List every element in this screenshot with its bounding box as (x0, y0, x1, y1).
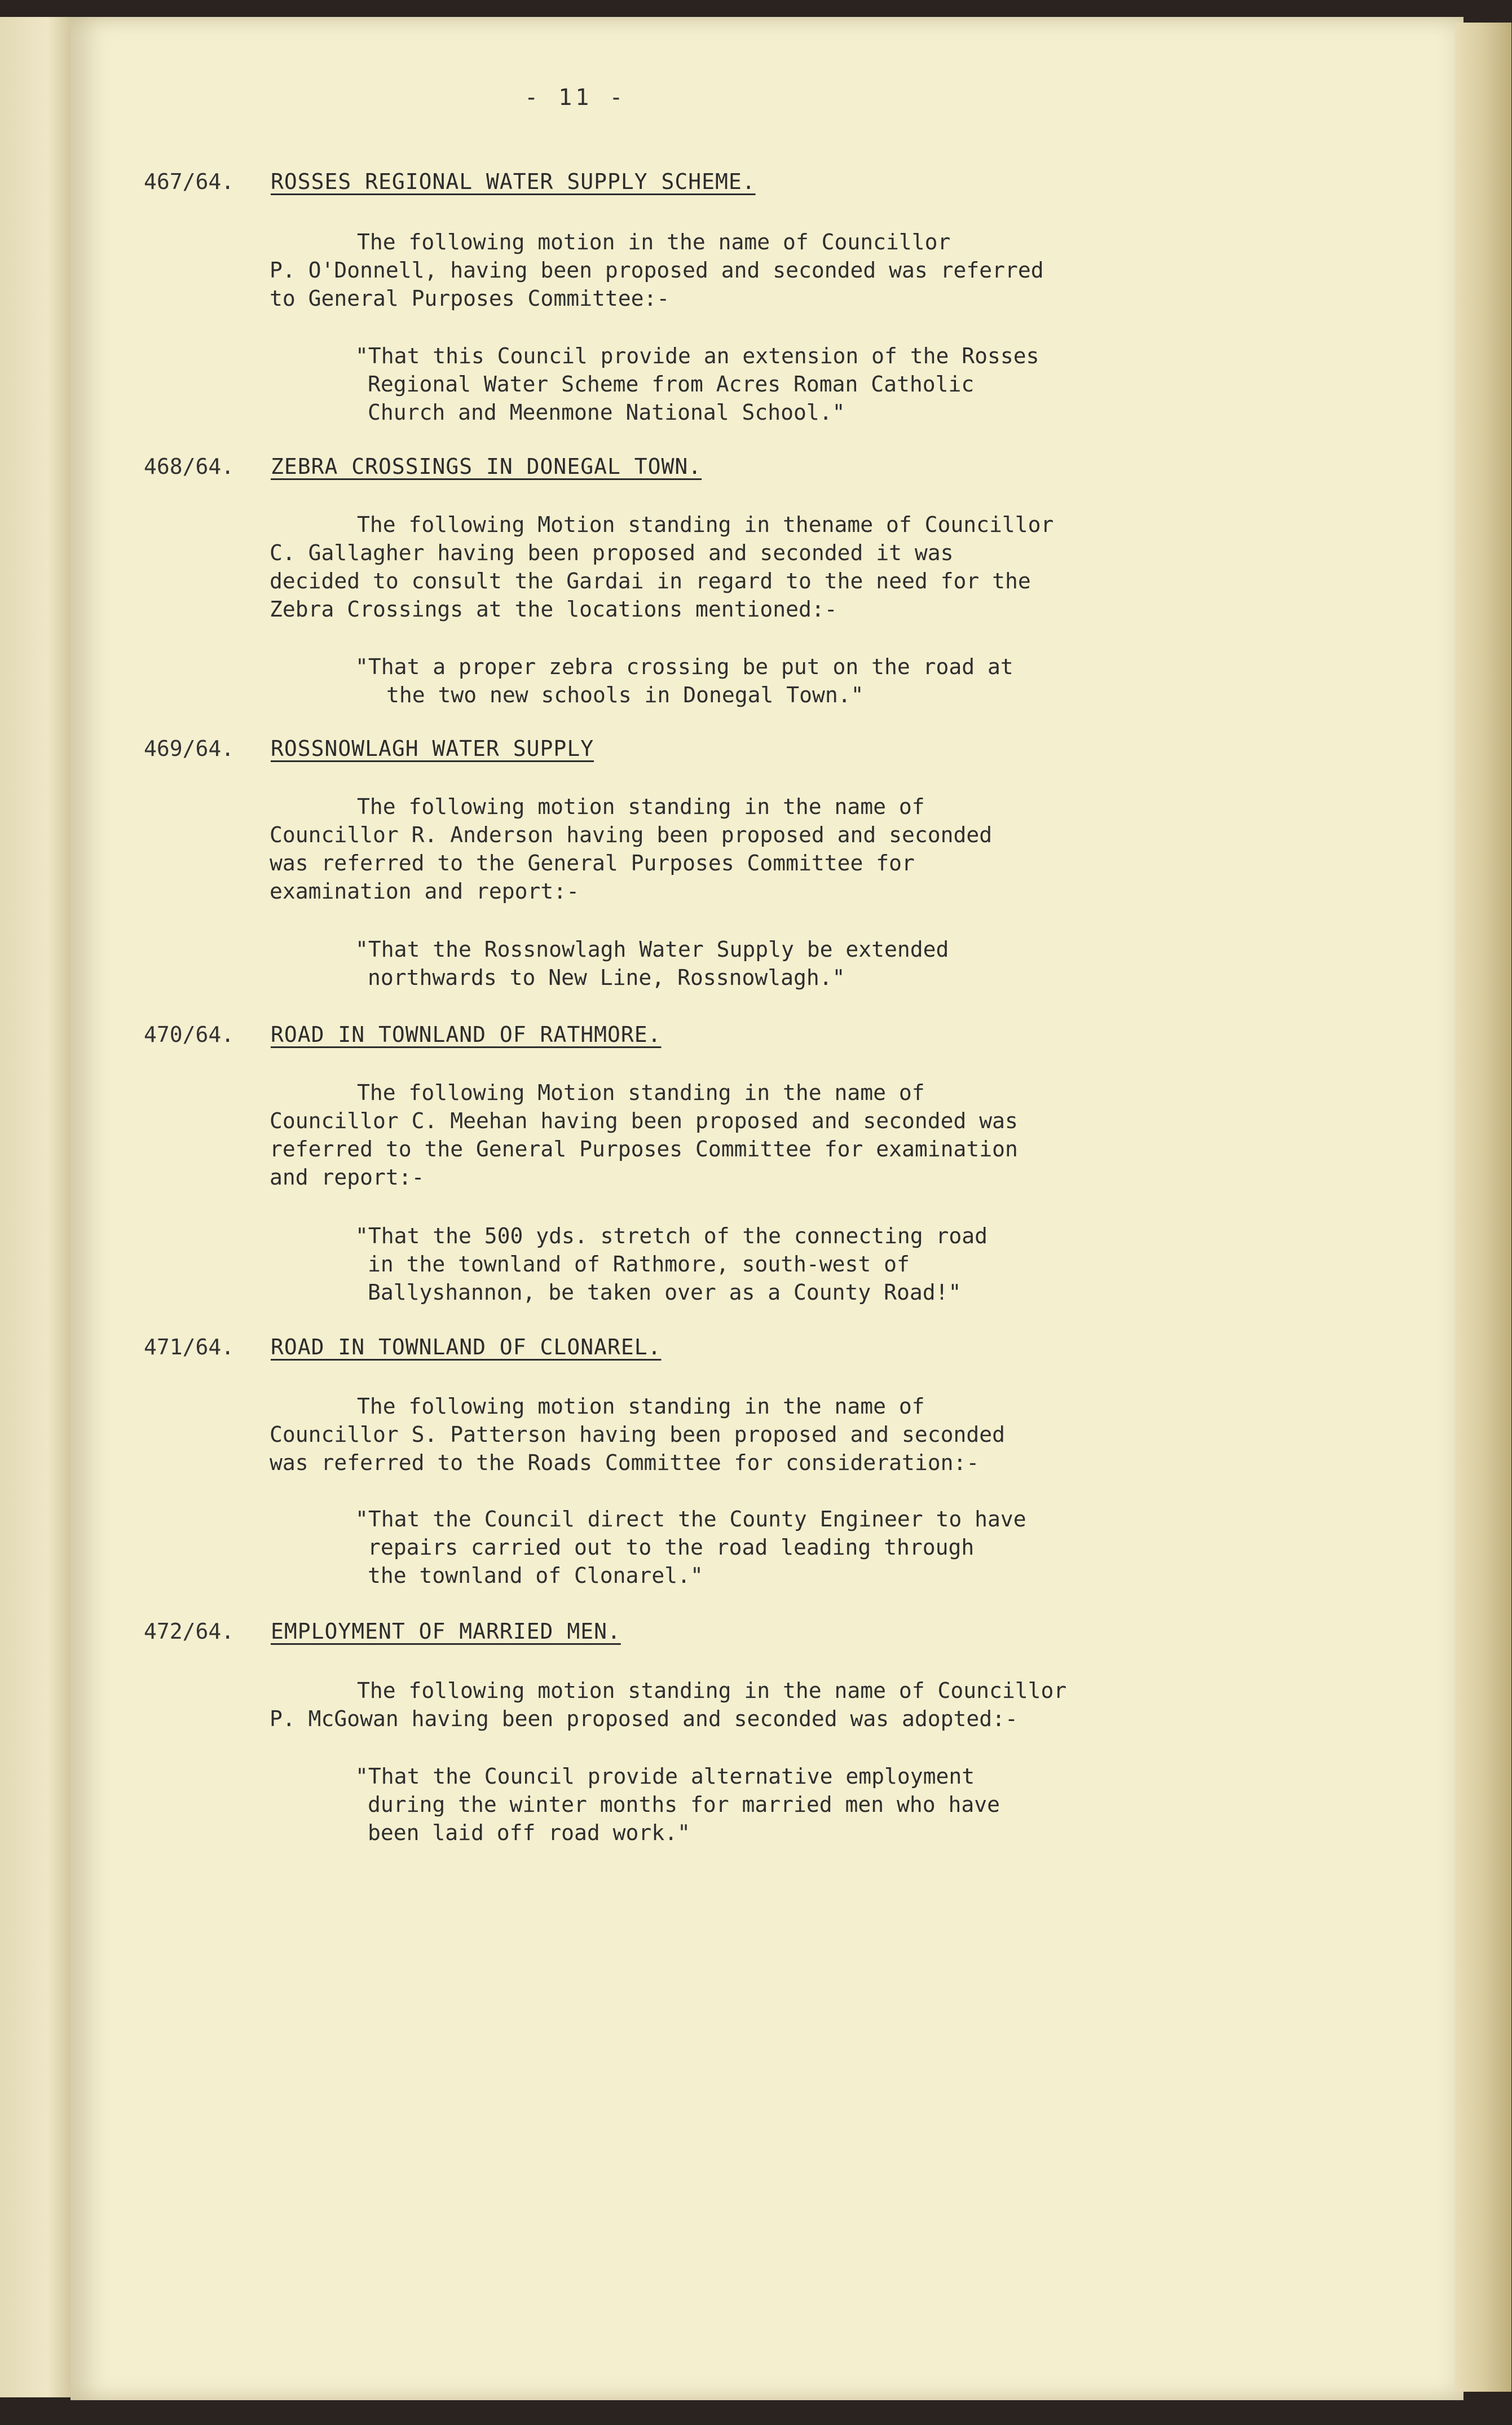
paragraph-line: P. McGowan having been proposed and seconded was adopted:- (270, 1706, 1018, 1731)
quote-line: the two new schools in Donegal Town." (386, 683, 864, 707)
paragraph-line: The following Motion standing in thename of Councillor (357, 512, 1054, 537)
minute-paragraph (270, 793, 1149, 905)
paragraph-line: Councillor R. Anderson having been proposed and seconded (270, 822, 993, 847)
quote-line: "That this Council provide an extension of the Rosses (355, 344, 1039, 368)
quote-line: "That the Council direct the County Engineer to have (355, 1507, 1026, 1531)
paragraph-line: and report:- (270, 1165, 425, 1190)
quote-line: been laid off road work." (368, 1820, 690, 1845)
quote-line: Regional Water Scheme from Acres Roman Catholic (368, 372, 975, 397)
minute-number: 471/64. (144, 1335, 235, 1359)
minute-heading: ROSSNOWLAGH WATER SUPPLY (271, 736, 594, 761)
minute-heading: EMPLOYMENT OF MARRIED MEN. (271, 1619, 621, 1644)
paragraph-line: examination and report:- (270, 879, 580, 904)
paragraph-line: The following Motion standing in the name of (357, 1080, 925, 1105)
paragraph-line: C. Gallagher having been proposed and seconded it was (270, 540, 954, 565)
motion-quote (355, 1762, 1145, 1847)
paragraph-line: was referred to the General Purposes Committee for (270, 851, 915, 875)
facing-page-edge (0, 17, 79, 2397)
motion-quote (355, 342, 1145, 426)
quote-line: "That the Rossnowlagh Water Supply be extended (355, 937, 949, 962)
motion-quote (355, 935, 1145, 992)
quote-line: Ballyshannon, be taken over as a County Road!" (368, 1280, 962, 1305)
minute-heading: ROSSES REGIONAL WATER SUPPLY SCHEME. (271, 169, 756, 194)
paragraph-line: The following motion standing in the name of (357, 794, 925, 819)
minute-heading: ROAD IN TOWNLAND OF CLONAREL. (271, 1335, 662, 1359)
minute-heading: ROAD IN TOWNLAND OF RATHMORE. (271, 1022, 662, 1047)
minute-number: 470/64. (144, 1022, 235, 1047)
motion-quote (355, 1222, 1145, 1306)
paragraph-line: Councillor S. Patterson having been proposed and seconded (270, 1422, 1006, 1447)
quote-line: in the townland of Rathmore, south-west of (368, 1252, 910, 1277)
paragraph-line: referred to the General Purposes Committee for examination (270, 1137, 1018, 1161)
paragraph-line: Councillor C. Meehan having been proposed and seconded was (270, 1108, 1018, 1133)
page-stack-edge (1455, 23, 1511, 2392)
page-number: - 11 - (524, 85, 627, 111)
paragraph-line: The following motion standing in the name of (357, 1394, 925, 1419)
minute-number: 469/64. (144, 736, 235, 761)
minute-paragraph (270, 1392, 1149, 1477)
minute-paragraph (270, 1676, 1149, 1733)
quote-line: "That the 500 yds. stretch of the connecting road (355, 1223, 988, 1248)
quote-line: northwards to New Line, Rossnowlagh." (368, 965, 845, 990)
minute-number: 472/64. (144, 1619, 235, 1644)
paragraph-line: Zebra Crossings at the locations mentioned:- (270, 597, 837, 622)
motion-quote (355, 653, 1145, 709)
motion-quote (355, 1505, 1145, 1590)
minute-heading: ZEBRA CROSSINGS IN DONEGAL TOWN. (271, 454, 702, 479)
quote-line: "That the Council provide alternative employment (355, 1764, 975, 1789)
quote-line: repairs carried out to the road leading through (368, 1535, 975, 1560)
paragraph-line: The following motion in the name of Councillor (357, 230, 951, 254)
paragraph-line: P. O'Donnell, having been proposed and seconded was referred (270, 258, 1044, 283)
quote-line: "That a proper zebra crossing be put on the road at (355, 654, 1013, 679)
minute-number: 467/64. (144, 169, 235, 194)
minute-paragraph (270, 1079, 1149, 1191)
paragraph-line: to General Purposes Committee:- (270, 286, 670, 311)
paragraph-line: The following motion standing in the name of Councillor (357, 1678, 1067, 1703)
paragraph-line: decided to consult the Gardai in regard to the need for the (270, 569, 1031, 593)
quote-line: Church and Meenmone National School." (368, 400, 845, 425)
minute-paragraph (270, 510, 1149, 623)
quote-line: during the winter months for married men who have (368, 1792, 1000, 1817)
minute-paragraph (270, 228, 1149, 313)
quote-line: the townland of Clonarel." (368, 1563, 703, 1588)
paragraph-line: was referred to the Roads Committee for consideration:- (270, 1450, 980, 1475)
minute-number: 468/64. (144, 454, 235, 479)
